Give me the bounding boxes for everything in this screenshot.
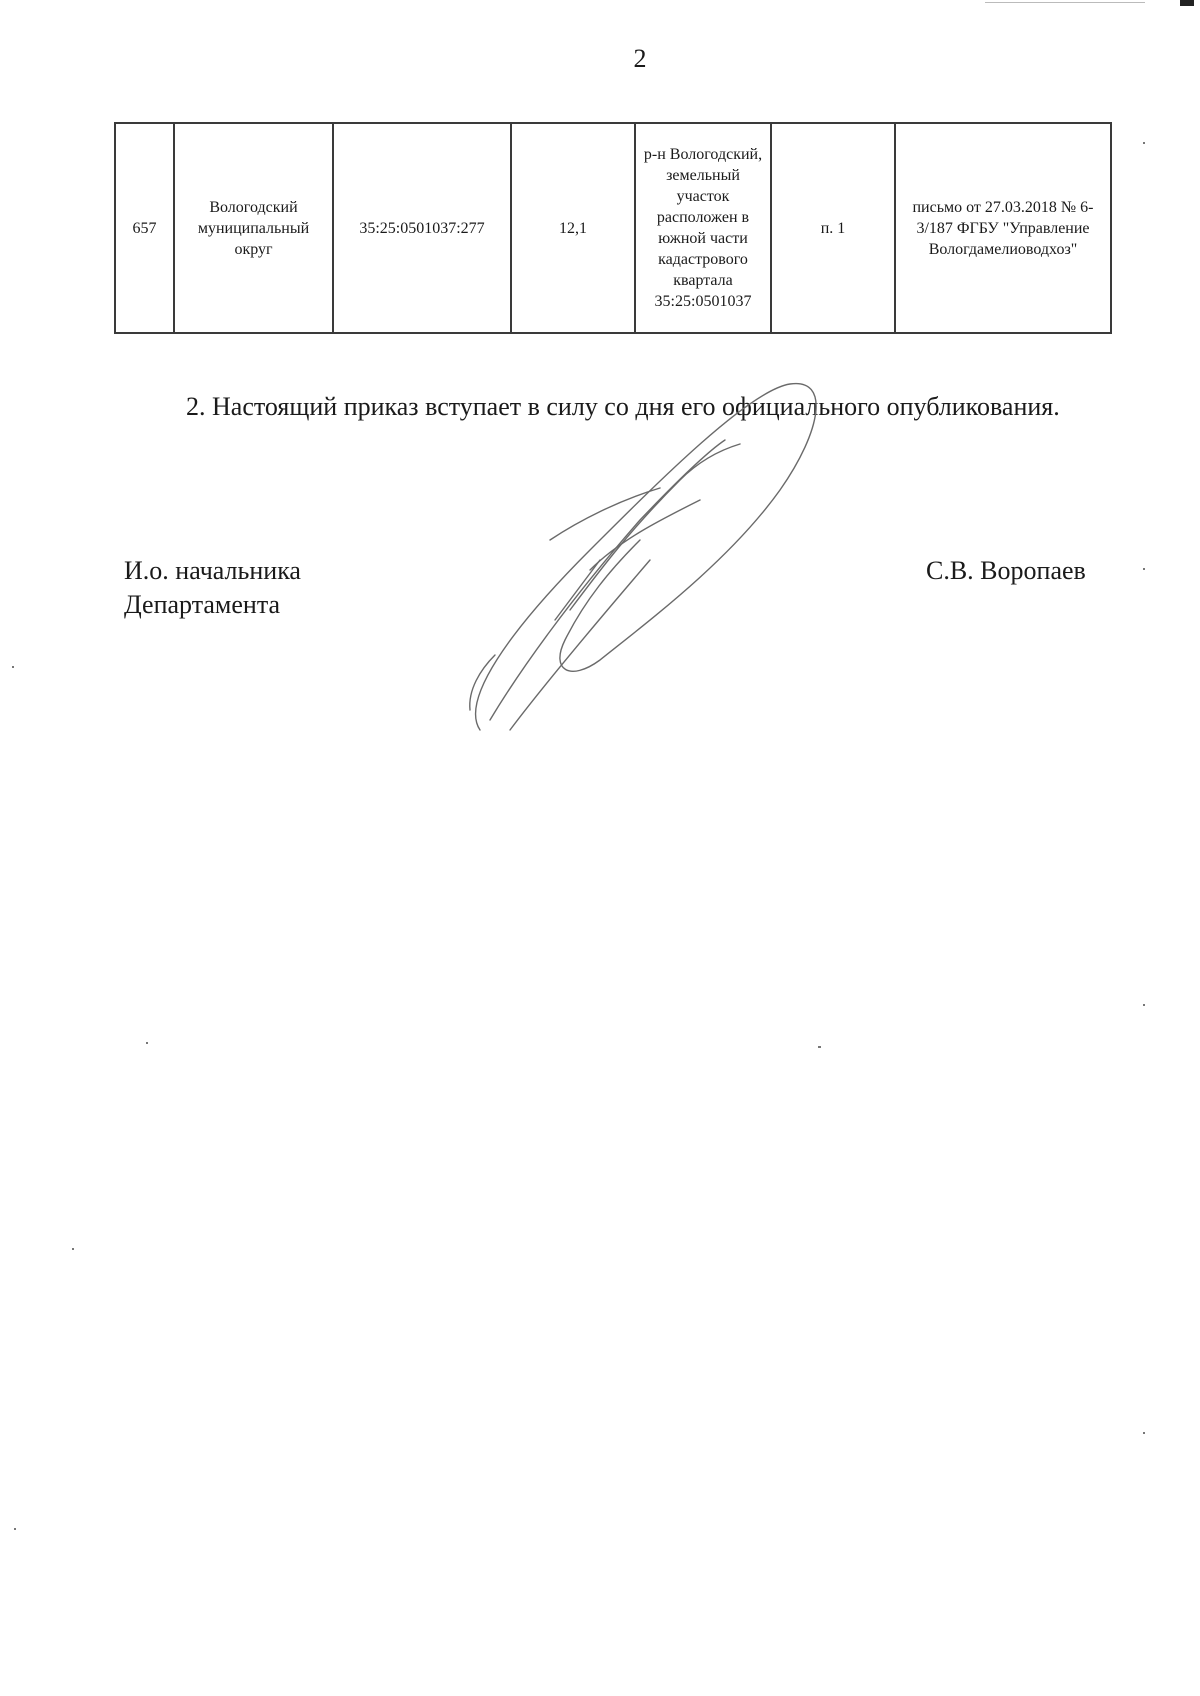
scan-speck bbox=[1143, 1004, 1145, 1006]
signer-position bbox=[124, 554, 301, 622]
scan-edge-line bbox=[985, 2, 1145, 3]
area-cell: 12,1 bbox=[511, 123, 635, 333]
location-cell: р-н Вологодский, земельный участок расположен в южной части кадастрового квартала 35:25:0501037 bbox=[635, 123, 771, 333]
cadastral-number-cell: 35:25:0501037:277 bbox=[333, 123, 511, 333]
position-line-2: Департамента bbox=[124, 590, 281, 619]
scan-speck bbox=[14, 1528, 16, 1530]
scan-speck bbox=[818, 1046, 821, 1048]
scan-speck bbox=[146, 1042, 148, 1044]
scan-corner-mark bbox=[1180, 0, 1194, 6]
registry-table bbox=[114, 122, 1112, 334]
scan-speck bbox=[72, 1248, 74, 1250]
scan-speck bbox=[1143, 568, 1145, 570]
signer-name: С.В. Воропаев bbox=[926, 556, 1086, 585]
scan-speck bbox=[12, 666, 14, 668]
row-number-cell: 657 bbox=[115, 123, 174, 333]
basis-cell: письмо от 27.03.2018 № 6-3/187 ФГБУ "Управление Вологдамелиоводхоз" bbox=[895, 123, 1111, 333]
scan-speck bbox=[1143, 142, 1145, 144]
scan-speck bbox=[1143, 1432, 1145, 1434]
municipality-cell: Вологодский муниципальный округ bbox=[174, 123, 333, 333]
page-number: 2 bbox=[633, 44, 647, 73]
table-row bbox=[115, 123, 1111, 333]
clause-2-text: 2. Настоящий приказ вступает в силу со дня его официального опубликования. bbox=[186, 392, 1060, 421]
handwritten-signature bbox=[450, 370, 870, 750]
clause-cell: п. 1 bbox=[771, 123, 895, 333]
position-line-1: И.о. начальника bbox=[124, 556, 301, 585]
